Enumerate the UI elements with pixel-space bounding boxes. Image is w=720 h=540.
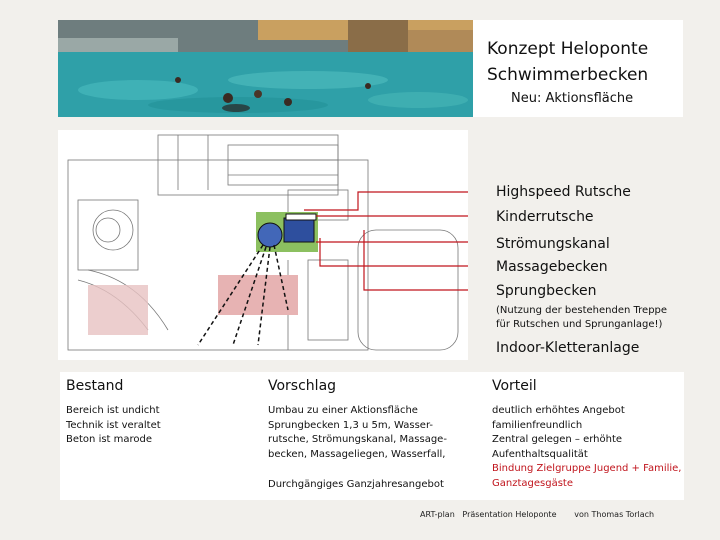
- comparison-table: [60, 372, 684, 500]
- vorteil-line: Zentral gelegen – erhöhte: [492, 434, 623, 445]
- title-line1: Konzept Heloponte: [487, 39, 649, 59]
- feature-kinderrutsche: Kinderrutsche: [496, 209, 594, 225]
- vorschlag-line: Sprungbecken 1,3 u 5m, Wasser-: [268, 419, 434, 431]
- vorschlag-cell: [268, 404, 447, 462]
- climbing-feature: Indoor-Kletteranlage: [496, 340, 640, 356]
- bestand-line: Bereich ist undicht: [66, 405, 160, 416]
- feature-massagebecken: Massagebecken: [496, 259, 608, 275]
- vorteil-red-line: Bindung Zielgruppe Jugend + Familie,: [492, 463, 682, 474]
- subtitle: Neu: Aktionsfläche: [511, 91, 634, 106]
- floor-plan: [58, 130, 468, 360]
- vorteil-line: Aufenthaltsqualität: [492, 448, 588, 460]
- vorteil-red-line: Ganztagesgäste: [492, 477, 573, 489]
- bestand-cell: [66, 404, 161, 448]
- header-bestand: Bestand: [66, 378, 124, 394]
- header-vorschlag: Vorschlag: [268, 378, 337, 394]
- title-box: [473, 20, 683, 117]
- vorschlag-extra: Durchgängiges Ganzjahresangebot: [268, 479, 444, 490]
- header-vorteil: Vorteil: [492, 378, 537, 394]
- vorschlag-line: Umbau zu einer Aktionsfläche: [268, 405, 418, 416]
- feature-stroemungskanal: Strömungskanal: [496, 236, 610, 252]
- vorteil-line: familienfreundlich: [492, 419, 583, 431]
- vorschlag-line: becken, Massageliegen, Wasserfall,: [268, 448, 446, 460]
- title-line2: Schwimmerbecken: [487, 65, 649, 85]
- bestand-line: Technik ist veraltet: [66, 419, 161, 431]
- vorschlag-line: rutsche, Strömungskanal, Massage-: [268, 434, 447, 445]
- footer: ART-plan Präsentation Heloponte von Thomas Torlach: [420, 510, 655, 519]
- feature-sprungbecken: Sprungbecken: [496, 283, 597, 299]
- bestand-line: Beton ist marode: [66, 434, 153, 445]
- pool-photo: [58, 20, 473, 117]
- feature-highspeed: Highspeed Rutsche: [496, 184, 631, 200]
- vorteil-line: deutlich erhöhtes Angebot: [492, 405, 625, 416]
- feature-note-line1: (Nutzung der bestehenden Treppe: [496, 305, 668, 316]
- vorteil-cell: [492, 404, 682, 491]
- feature-note-line2: für Rutschen und Sprunganlage!): [496, 319, 663, 330]
